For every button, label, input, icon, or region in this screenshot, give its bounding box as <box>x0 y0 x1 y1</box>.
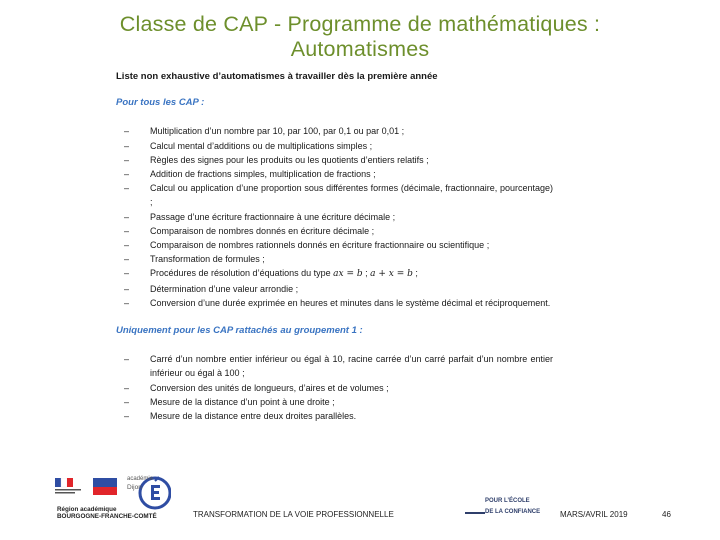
academie-logo <box>125 465 171 515</box>
footer-date: MARS/AVRIL 2019 <box>560 510 628 519</box>
page-title <box>0 12 720 62</box>
list-item: – Addition de fractions simples, multiplication de fractions ; <box>113 167 553 181</box>
equation-text: Procédures de résolution d’équations du type <box>150 268 331 279</box>
list-item-equations <box>113 266 553 281</box>
confiance-line1: POUR L’ÉCOLE <box>485 498 530 504</box>
list-item: – Carré d’un nombre entier inférieur ou égal à 10, racine carrée d’un carré parfait d’un nombre entier inférieur ou égal à 100 ; <box>113 352 553 380</box>
list-item: – Passage d’une écriture fractionnaire à une écriture décimale ; <box>113 210 553 224</box>
list-all-cap <box>113 124 553 310</box>
section-title-groupement-1: Uniquement pour les CAP rattachés au groupement 1 : <box>116 325 363 337</box>
list-item: – Règles des signes pour les produits ou les quotients d’entiers relatifs ; <box>113 153 553 167</box>
document-content <box>113 70 553 437</box>
list-item: – Conversion d’une durée exprimée en heures et minutes dans le système décimal et réciproquement. <box>113 296 553 310</box>
list-groupement-1 <box>113 352 553 423</box>
academie-label: académie <box>127 476 154 482</box>
list-item: – Conversion des unités de longueurs, d’aires et de volumes ; <box>113 381 553 395</box>
list-item: – Multiplication d’un nombre par 10, par 100, par 0,1 ou par 0,01 ; <box>113 124 553 138</box>
ministry-logo <box>55 478 123 508</box>
list-item: – Calcul ou application d’une proportion sous différentes formes (décimale, fractionnaire, pourcentage) ; <box>113 181 553 209</box>
section-title-all-cap: Pour tous les CAP : <box>116 97 205 109</box>
list-item: – Mesure de la distance d’un point à une droite ; <box>113 395 553 409</box>
region-line1: Région académique <box>57 506 117 513</box>
equation-end: ; <box>415 268 418 279</box>
list-item: – Comparaison de nombres rationnels donnés en écriture fractionnaire ou scientifique ; <box>113 238 553 252</box>
academie-city: Dijon <box>127 484 142 491</box>
list-heading: Liste non exhaustive d’automatismes à travailler dès la première année <box>116 71 438 82</box>
page-title-line1: Classe de CAP - Programme de mathématiques : <box>119 12 601 36</box>
list-item: – Détermination d’une valeur arrondie ; <box>113 282 553 296</box>
confiance-rule <box>465 512 485 514</box>
confiance-line2: DE LA CONFIANCE <box>485 509 541 515</box>
equation-2: a + x = b <box>370 269 413 280</box>
list-item: – Mesure de la distance entre deux droites parallèles. <box>113 409 553 423</box>
footer-center-text: TRANSFORMATION DE LA VOIE PROFESSIONNELLE <box>193 510 394 519</box>
equation-separator: ; <box>365 268 368 279</box>
page-title-line2: Automatismes <box>290 37 430 61</box>
list-item: – Calcul mental d’additions ou de multiplications simples ; <box>113 139 553 153</box>
page-number: 46 <box>662 510 671 519</box>
confiance-logo <box>465 498 555 523</box>
list-item: – Transformation de formules ; <box>113 252 553 266</box>
equation-1: ax = b <box>333 269 363 280</box>
list-item: – Comparaison de nombres donnés en écriture décimale ; <box>113 224 553 238</box>
region-line2: BOURGOGNE-FRANCHE-COMTÉ <box>57 513 157 521</box>
